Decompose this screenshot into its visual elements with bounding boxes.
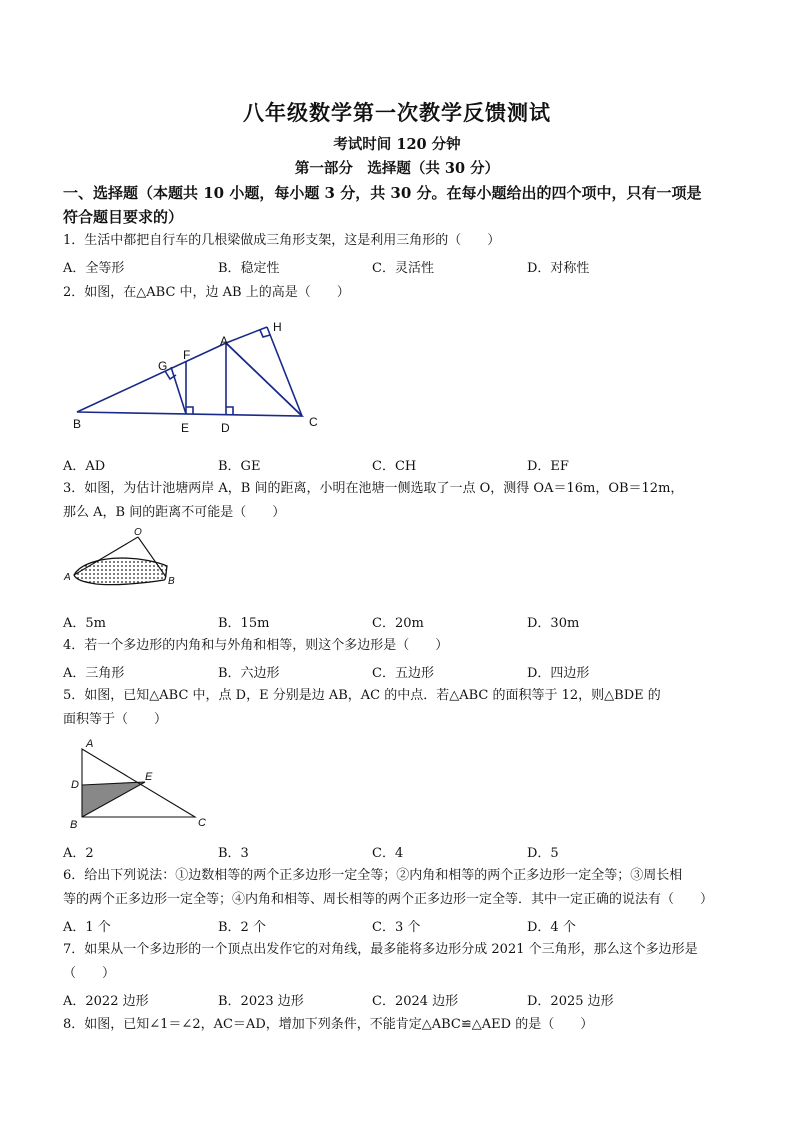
q5-option-a[interactable]: A．2 xyxy=(63,846,94,861)
q2-label-e: E xyxy=(181,421,190,435)
q2-label-b: B xyxy=(73,417,82,431)
q3-option-d[interactable]: D．30m xyxy=(527,616,580,631)
q3-option-a[interactable]: A．5m xyxy=(63,616,106,631)
q2-label-f: F xyxy=(183,348,191,362)
q6-option-c[interactable]: C．3 个 xyxy=(372,920,421,935)
q3-pond xyxy=(74,558,167,585)
q2-label-g: G xyxy=(158,359,168,373)
q3-stem-line1: 3．如图，为估计池塘两岸 A，B 间的距离，小明在池塘一侧选取了一点 O，测得 OA＝16m，OB＝12m， xyxy=(63,481,684,496)
section-heading-line1: 一、选择题（本题共 10 小题，每小题 3 分，共 30 分。在每小题给出的四个项中，只有一项是 xyxy=(63,184,702,202)
q5-label-e: E xyxy=(145,771,153,783)
q2-label-c: C xyxy=(309,415,318,429)
q7-option-a[interactable]: A．2022 边形 xyxy=(63,994,149,1009)
q7-option-b[interactable]: B．2023 边形 xyxy=(218,994,304,1009)
q4-option-c[interactable]: C．五边形 xyxy=(372,666,434,681)
q6-stem-line1: 6．给出下列说法：①边数相等的两个正多边形一定全等；②内角和相等的两个正多边形一定全等；③周长相 xyxy=(63,868,683,883)
q5-triangle-figure xyxy=(65,735,215,830)
q2-stem: 2．如图，在△ABC 中，边 AB 上的高是（ ） xyxy=(63,285,350,300)
q6-stem-line2: 等的两个正多边形一定全等；④内角和相等、周长相等的两个正多边形一定全等．其中一定正确的说法有（ ） xyxy=(63,892,714,907)
q1-option-c[interactable]: C．灵活性 xyxy=(372,261,434,276)
q2-option-a[interactable]: A．AD xyxy=(63,459,106,474)
q1-option-a[interactable]: A．全等形 xyxy=(63,261,125,276)
q3-label-b: B xyxy=(168,576,175,587)
q4-option-a[interactable]: A．三角形 xyxy=(63,666,125,681)
q7-stem-line2: （ ） xyxy=(63,966,116,981)
q4-option-d[interactable]: D．四边形 xyxy=(527,666,590,681)
q6-option-a[interactable]: A．1 个 xyxy=(63,920,111,935)
section-heading-line2: 符合题目要求的） xyxy=(63,208,184,226)
q1-option-d[interactable]: D．对称性 xyxy=(527,261,590,276)
q1-option-b[interactable]: B．稳定性 xyxy=(218,261,280,276)
q5-option-c[interactable]: C．4 xyxy=(372,846,404,861)
q2-option-b[interactable]: B．GE xyxy=(218,459,261,474)
q5-label-d: D xyxy=(71,779,79,791)
q3-option-c[interactable]: C．20m xyxy=(372,616,424,631)
exam-time: 考试时间 120 分钟 xyxy=(333,136,461,153)
q8-stem: 8．如图，已知∠1＝∠2，AC＝AD，增加下列条件，不能肯定△ABC≌△AED 的是（ ） xyxy=(63,1017,594,1032)
q7-option-d[interactable]: D．2025 边形 xyxy=(527,994,614,1009)
q5-label-a: A xyxy=(86,738,94,750)
q6-option-d[interactable]: D．4 个 xyxy=(527,920,576,935)
q7-option-c[interactable]: C．2024 边形 xyxy=(372,994,459,1009)
q1-stem: 1．生活中都把自行车的几根梁做成三角形支架，这是利用三角形的（ ） xyxy=(63,233,501,248)
q3-pond-figure xyxy=(60,528,190,593)
q3-option-b[interactable]: B．15m xyxy=(218,616,270,631)
q5-label-c: C xyxy=(198,817,206,829)
page-title: 八年级数学第一次教学反馈测试 xyxy=(243,100,551,125)
q7-stem-line1: 7．如果从一个多边形的一个顶点出发作它的对角线，最多能将多边形分成 2021 个三角形，那么这个多边形是 xyxy=(63,942,698,957)
q3-stem-line2: 那么 A，B 间的距离不可能是（ ） xyxy=(63,505,286,520)
q2-option-d[interactable]: D．EF xyxy=(527,459,569,474)
q5-stem-line2: 面积等于（ ） xyxy=(63,712,168,727)
q5-option-b[interactable]: B．3 xyxy=(218,846,249,861)
q5-stem-line1: 5．如图，已知△ABC 中，点 D，E 分别是边 AB，AC 的中点．若△ABC 的面积等于 12，则△BDE 的 xyxy=(63,688,661,703)
part-heading: 第一部分 选择题（共 30 分） xyxy=(294,160,500,177)
q2-label-d: D xyxy=(221,421,230,435)
q2-label-h: H xyxy=(273,320,282,334)
q2-triangle-figure xyxy=(60,315,340,440)
q6-option-b[interactable]: B．2 个 xyxy=(218,920,266,935)
q5-label-b: B xyxy=(70,819,78,830)
q3-label-a: A xyxy=(64,572,71,583)
q3-label-o: O xyxy=(134,528,142,538)
q2-option-c[interactable]: C．CH xyxy=(372,459,417,474)
q4-option-b[interactable]: B．六边形 xyxy=(218,666,280,681)
q4-stem: 4．若一个多边形的内角和与外角和相等，则这个多边形是（ ） xyxy=(63,638,449,653)
q2-label-a: A xyxy=(220,334,229,348)
q5-option-d[interactable]: D．5 xyxy=(527,846,559,861)
